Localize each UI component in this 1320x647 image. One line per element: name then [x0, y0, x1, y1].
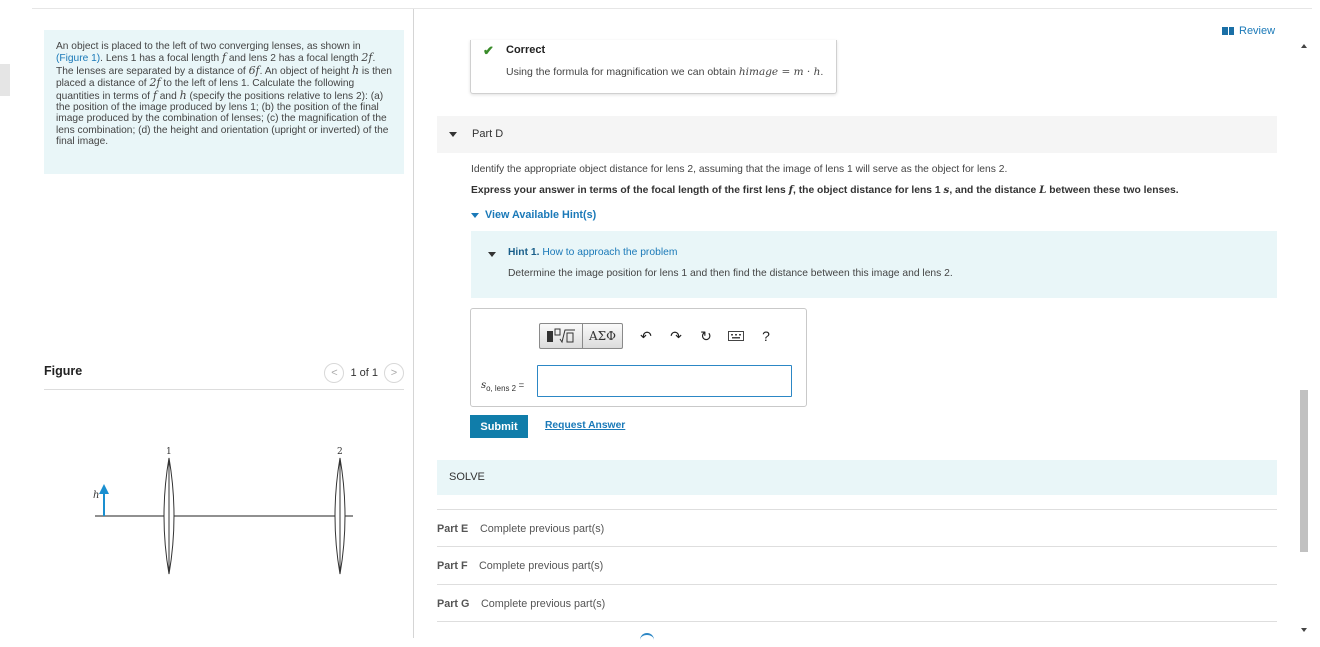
problem-text: to the left of lens 1. Calculate the following quantities in terms of: [56, 78, 355, 102]
next-figure-button[interactable]: >: [384, 363, 404, 383]
correct-title: Correct: [506, 44, 546, 56]
problem-text: and lens 2 has a focal length: [226, 53, 362, 65]
part-g-row: [437, 584, 1277, 621]
view-hints-label: View Available Hint(s): [485, 209, 597, 221]
part-g-label: Part G: [437, 598, 470, 610]
view-hints-toggle[interactable]: [471, 209, 596, 221]
review-label: Review: [1239, 25, 1276, 37]
object-height-label: h: [93, 490, 100, 501]
request-answer-link[interactable]: Request Answer: [545, 420, 626, 431]
book-icon: [1222, 27, 1234, 35]
instruction-text: between these two lenses.: [1046, 185, 1179, 196]
correct-feedback: [470, 40, 837, 94]
part-d-question: Identify the appropriate object distance for lens 2, assuming that the image of lens 1 will serve as the object for lens 2.: [471, 164, 1008, 175]
problem-text: is then placed a distance of: [56, 65, 392, 90]
part-d-instructions: [471, 184, 1179, 196]
math-var: f: [152, 88, 157, 102]
templates-button[interactable]: [539, 323, 583, 349]
redo-icon[interactable]: ↷: [670, 327, 682, 344]
part-f-status: Complete previous part(s): [479, 560, 604, 572]
math-var: 6f: [248, 63, 260, 77]
lens-2-label: 2: [337, 447, 343, 457]
figure-pager: [324, 363, 404, 383]
answer-variable: s: [481, 380, 487, 391]
problem-text: . The lenses are separated by a distance of: [56, 53, 376, 77]
answer-editor: [470, 308, 807, 407]
answer-equals: =: [516, 380, 525, 391]
part-e-row: [437, 509, 1277, 546]
part-d-header[interactable]: [437, 116, 1277, 153]
math-var: 2f: [361, 51, 373, 65]
instruction-text: Express your answer in terms of the focal length of the first lens: [471, 185, 789, 196]
review-link[interactable]: [1222, 25, 1275, 37]
hint-1-panel: [471, 231, 1277, 298]
left-edge-tab[interactable]: [0, 64, 10, 96]
magnification-formula: himage = m · h: [738, 66, 821, 78]
problem-text: and: [156, 90, 180, 102]
prev-figure-button[interactable]: <: [324, 363, 344, 383]
solve-label: SOLVE: [449, 471, 485, 483]
hint-collapse-triangle-icon[interactable]: [488, 252, 496, 257]
correct-text: [506, 66, 823, 78]
reset-icon[interactable]: ↻: [700, 327, 712, 344]
figure-page-count: 1 of 1: [350, 367, 378, 379]
answer-label: [481, 380, 524, 393]
correct-text-prefix: Using the formula for magnification we can obtain: [506, 66, 739, 78]
part-g-status: Complete previous part(s): [481, 598, 606, 610]
math-var: f: [221, 51, 227, 65]
problem-text: (specify the positions relative to lens 2): (a) the position of the image produced by lens 1; (b) the position of the final image produced by the combination of lenses; (c) the magnification of the lens combination; (d) the height and orientation (upright or inverted) of the final image.: [56, 90, 389, 148]
figure-link[interactable]: (Figure 1): [56, 53, 101, 65]
answer-subscript: o, lens 2: [486, 383, 517, 393]
hint-1-title[interactable]: [508, 247, 677, 258]
figure-header: [44, 364, 404, 390]
figure-title: Figure: [44, 364, 83, 378]
problem-text: An object is placed to the left of two converging lenses, as shown in: [56, 41, 361, 52]
problem-text: . Lens 1 has a focal length: [100, 53, 222, 65]
math-var: 2f: [149, 76, 161, 90]
correct-text-suffix: .: [820, 66, 824, 78]
help-button[interactable]: ?: [762, 328, 770, 344]
problem-statement: [44, 30, 404, 174]
hint-title-text: How to approach the problem: [539, 247, 678, 258]
part-e-label: Part E: [437, 523, 469, 535]
hint-1-text: Determine the image position for lens 1 and then find the distance between this image and lens 2.: [508, 268, 953, 279]
problem-text: . An object of height: [259, 65, 352, 77]
greek-symbols-button[interactable]: ΑΣΦ: [583, 323, 623, 349]
part-f-label: Part F: [437, 560, 468, 572]
part-d-label: Part D: [472, 128, 504, 140]
lens-diagram: [55, 436, 375, 586]
math-toolbar: [539, 323, 779, 349]
answer-input[interactable]: [537, 365, 792, 397]
checkmark-icon: ✔: [483, 43, 494, 58]
hint-number: Hint 1.: [508, 247, 540, 258]
keyboard-icon[interactable]: [723, 323, 749, 349]
collapse-triangle-icon[interactable]: [449, 132, 457, 137]
part-e-status: Complete previous part(s): [480, 523, 605, 535]
math-var: h: [179, 88, 187, 102]
loading-spinner-icon: [640, 633, 654, 647]
math-var: h: [351, 63, 360, 77]
undo-icon[interactable]: ↶: [640, 327, 652, 344]
instruction-text: , the object distance for lens 1: [793, 185, 944, 196]
part-divider: [437, 621, 1277, 622]
math-var: L: [1039, 184, 1047, 196]
scroll-up-icon[interactable]: [1301, 44, 1307, 48]
submit-button[interactable]: Submit: [470, 415, 528, 438]
math-var: s: [943, 184, 950, 196]
object-arrow-head: [99, 484, 109, 494]
scrollbar-thumb[interactable]: [1300, 390, 1308, 552]
templates-icon: [546, 327, 576, 345]
scroll-down-icon[interactable]: [1301, 628, 1307, 632]
math-var: f: [788, 184, 793, 196]
scrollbar[interactable]: [1298, 40, 1310, 636]
instruction-text: , and the distance: [949, 185, 1040, 196]
lens-1-label: 1: [166, 447, 172, 457]
solve-section: [437, 460, 1277, 495]
part-f-row: [437, 546, 1277, 583]
expand-triangle-icon: [471, 213, 479, 218]
